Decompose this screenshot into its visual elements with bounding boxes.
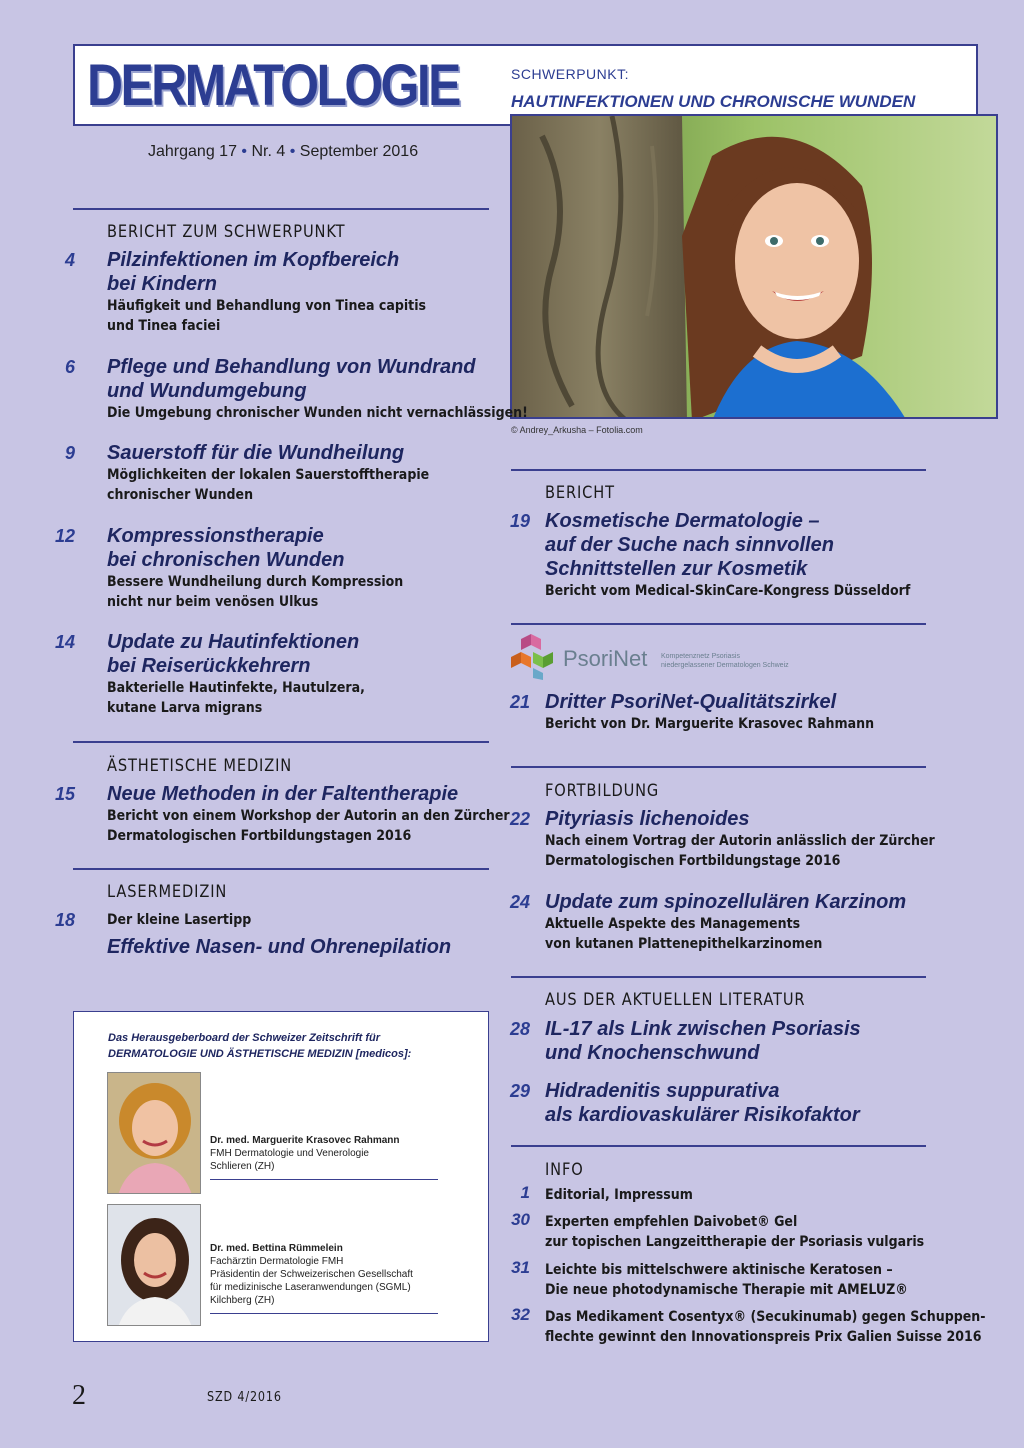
avatar: [107, 1072, 201, 1194]
portrait-illustration: [108, 1073, 201, 1194]
section-divider: [511, 976, 926, 978]
entry-subtitle: Dermatologischen Fortbildungstage 2016: [545, 853, 841, 869]
board-member-detail: für medizinische Laseranwendungen (SGML): [210, 1282, 411, 1293]
board-intro-line: Das Herausgeberboard der Schweizer Zeitschrift für: [108, 1032, 381, 1044]
entry-subtitle: Bessere Wundheilung durch Kompression: [107, 574, 404, 590]
entry-title: Hidradenitis suppurativa: [545, 1080, 780, 1102]
board-divider: [210, 1313, 438, 1314]
footer-page-number: 2: [72, 1380, 86, 1411]
page-number: 29: [509, 1081, 530, 1101]
entry-title: Neue Methoden in der Faltentherapie: [107, 783, 459, 805]
page-number: 28: [509, 1019, 530, 1039]
board-member-detail: Kilchberg (ZH): [210, 1295, 275, 1306]
entry-title: und Knochenschwund: [545, 1042, 760, 1064]
issue-volume: Jahrgang 17: [148, 143, 237, 160]
page-number: 15: [54, 784, 75, 804]
entry-title: Update zu Hautinfektionen: [107, 631, 360, 653]
issue-separator: •: [289, 143, 296, 160]
page-number: 22: [509, 809, 530, 829]
cover-photo-illustration: [512, 116, 998, 419]
entry-title: Pityriasis lichenoides: [545, 808, 750, 830]
page-number: 18: [54, 910, 75, 930]
section-divider: [73, 208, 489, 210]
board-intro-line: DERMATOLOGIE UND ÄSTHETISCHE MEDIZIN [medicos]:: [108, 1048, 412, 1060]
entry-title: Sauerstoff für die Wundheilung: [107, 442, 405, 464]
entry-title: Update zum spinozellulären Karzinom: [545, 891, 907, 913]
issue-line: [148, 143, 418, 161]
entry-subtitle: Dermatologischen Fortbildungstagen 2016: [107, 828, 412, 844]
section-divider: [511, 469, 926, 471]
psorinet-tagline-line: Kompetenznetz Psoriasis: [661, 653, 740, 660]
entry-subtitle: Die neue photodynamische Therapie mit AMELUZ®: [545, 1282, 908, 1298]
section-heading-fortbildung: FORTBILDUNG: [545, 781, 660, 801]
section-heading-literatur: AUS DER AKTUELLEN LITERATUR: [545, 990, 806, 1010]
portrait-illustration: [108, 1205, 201, 1326]
page-number: 31: [511, 1258, 530, 1277]
page-number: 9: [64, 443, 75, 463]
avatar: [107, 1204, 201, 1326]
entry-subtitle: Leichte bis mittelschwere aktinische Keratosen –: [545, 1262, 893, 1278]
entry-title: als kardiovaskulärer Risikofaktor: [545, 1104, 860, 1126]
section-divider: [73, 741, 489, 743]
page-number: 12: [54, 526, 75, 546]
entry-subtitle: Experten empfehlen Daivobet® Gel: [545, 1214, 798, 1230]
entry-title: Kompressionstherapie: [107, 525, 324, 547]
entry-title: Effektive Nasen- und Ohrenepilation: [107, 936, 452, 958]
entry-title: Dritter PsoriNet-Qualitätszirkel: [545, 691, 837, 713]
page-number: 21: [509, 692, 530, 712]
psorinet-tagline-line: niedergelassener Dermatologen Schweiz: [661, 662, 789, 669]
entry-title: IL-17 als Link zwischen Psoriasis: [545, 1018, 861, 1040]
entry-title: und Wundumgebung: [107, 380, 307, 402]
entry-title: Pflege und Behandlung von Wundrand: [107, 356, 476, 378]
entry-subtitle: Nach einem Vortrag der Autorin anlässlich der Zürcher: [545, 833, 935, 849]
section-divider: [511, 1145, 926, 1147]
board-intro: [108, 1030, 411, 1062]
entry-subtitle: Bericht vom Medical-SkinCare-Kongress Düsseldorf: [545, 583, 911, 599]
entry-subtitle: chronischer Wunden: [107, 487, 254, 503]
section-heading-info: INFO: [545, 1160, 584, 1180]
board-divider: [210, 1179, 438, 1180]
psorinet-name: PsoriNet: [563, 646, 648, 671]
board-member-detail: Schlieren (ZH): [210, 1161, 275, 1172]
entry-title: bei Reiserückkehrern: [107, 655, 311, 677]
section-heading-laser: LASERMEDIZIN: [107, 882, 228, 902]
entry-subtitle: von kutanen Plattenepithelkarzinomen: [545, 936, 823, 952]
entry-subtitle: Häufigkeit und Behandlung von Tinea capitis: [107, 298, 427, 314]
entry-title: Pilzinfektionen im Kopfbereich: [107, 249, 400, 271]
masthead-title: DERMATOLOGIE: [87, 53, 459, 118]
entry-subtitle: Bericht von einem Workshop der Autorin an den Zürcher: [107, 808, 510, 824]
entry-subtitle: Aktuelle Aspekte des Managements: [545, 916, 801, 932]
page-number: 4: [64, 250, 75, 270]
psorinet-logo: [511, 630, 811, 680]
section-divider: [511, 623, 926, 625]
section-heading-aesthetik: ÄSTHETISCHE MEDIZIN: [107, 756, 293, 776]
focus-label: SCHWERPUNKT:: [511, 66, 630, 82]
entry-subtitle: Die Umgebung chronischer Wunden nicht vernachlässigen!: [107, 405, 528, 421]
footer-journal: SZD 4/2016: [207, 1390, 282, 1405]
page-number: 32: [511, 1305, 530, 1324]
entry-subtitle: und Tinea faciei: [107, 318, 221, 334]
section-divider: [511, 766, 926, 768]
section-heading-schwerpunkt: BERICHT ZUM SCHWERPUNKT: [107, 222, 346, 242]
entry-title: auf der Suche nach sinnvollen: [545, 534, 834, 556]
photo-credit: © Andrey_Arkusha – Fotolia.com: [511, 425, 643, 435]
page-number: 6: [64, 357, 75, 377]
entry-subtitle: flechte gewinnt den Innovationspreis Prix Galien Suisse 2016: [545, 1329, 982, 1345]
board-member-name: Dr. med. Marguerite Krasovec Rahmann: [210, 1135, 400, 1146]
board-member-name: Dr. med. Bettina Rümmelein: [210, 1243, 343, 1254]
psorinet-cube-icon: [511, 630, 561, 680]
entry-subtitle: kutane Larva migrans: [107, 700, 263, 716]
board-member-detail: Präsidentin der Schweizerischen Gesellschaft: [210, 1269, 413, 1280]
entry-subtitle: zur topischen Langzeittherapie der Psoriasis vulgaris: [545, 1234, 925, 1250]
issue-number: Nr. 4: [251, 143, 286, 160]
page-number: 14: [54, 632, 75, 652]
board-member: [210, 1134, 400, 1173]
entry-title: Schnittstellen zur Kosmetik: [545, 558, 808, 580]
entry-subtitle: nicht nur beim venösen Ulkus: [107, 594, 319, 610]
section-divider: [73, 868, 489, 870]
page-number: 30: [511, 1210, 530, 1229]
cover-photo: [510, 114, 998, 419]
issue-date: September 2016: [299, 143, 419, 160]
board-member-detail: Fachärztin Dermatologie FMH: [210, 1256, 344, 1267]
entry-subtitle: Bakterielle Hautinfekte, Hautulzera,: [107, 680, 365, 696]
entry-title: Kosmetische Dermatologie –: [545, 510, 820, 532]
entry-kicker: Der kleine Lasertipp: [107, 912, 252, 928]
entry-subtitle: Bericht von Dr. Marguerite Krasovec Rahmann: [545, 716, 875, 732]
entry-title: bei Kindern: [107, 273, 218, 295]
issue-separator: •: [241, 143, 248, 160]
board-member: [210, 1242, 413, 1307]
board-member-detail: FMH Dermatologie und Venerologie: [210, 1148, 369, 1159]
entry-subtitle: Möglichkeiten der lokalen Sauerstofftherapie: [107, 467, 430, 483]
page-number: 19: [509, 511, 530, 531]
entry-subtitle: Das Medikament Cosentyx® (Secukinumab) gegen Schuppen-: [545, 1309, 986, 1325]
section-heading-bericht: BERICHT: [545, 483, 615, 503]
entry-subtitle: Editorial, Impressum: [545, 1187, 693, 1203]
entry-title: bei chronischen Wunden: [107, 549, 345, 571]
focus-title: HAUTINFEKTIONEN UND CHRONISCHE WUNDEN: [511, 92, 916, 111]
page-number: 1: [520, 1183, 530, 1202]
psorinet-tagline: [661, 652, 789, 670]
editorial-board: [73, 1011, 489, 1342]
page-number: 24: [509, 892, 530, 912]
